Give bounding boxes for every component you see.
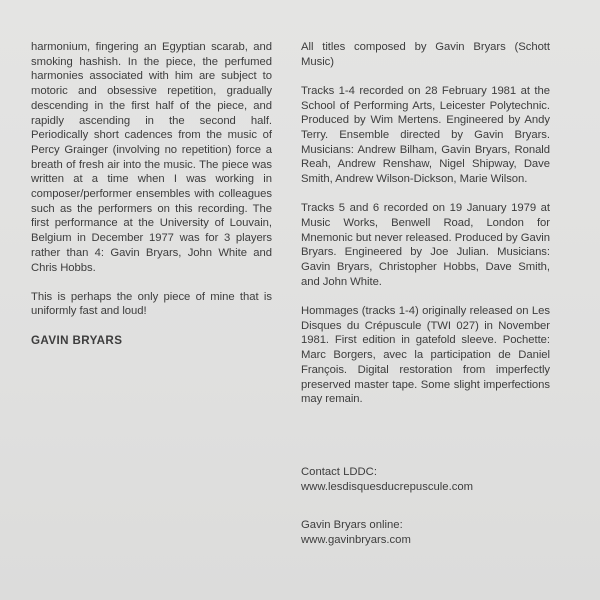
credits-tracks-1-4: Tracks 1-4 recorded on 28 February 1981 at the School of Performing Arts, Leicester Polytechnic. Produced by Wim Mertens. Engineered by Andy Terry. Ensemble directed by Gavin Bryars. Musicians: Andrew Bilham, Gavin Bryars, Ronald Reah, Andrew Renshaw, Nigel Shipway, Dave Smith, Andrew Wilson-Dickson, Marie Wilson. [301, 84, 550, 186]
left-column [31, 40, 272, 363]
contact-lddc-url[interactable]: www.lesdisquesducrepuscule.com [301, 480, 474, 493]
contact-gavin-label: Gavin Bryars online: [301, 519, 403, 531]
author-signature: GAVIN BRYARS [31, 333, 123, 347]
contact-gavin-url[interactable]: www.gavinbryars.com [301, 533, 411, 546]
right-column [301, 40, 550, 421]
credits-release-info: Hommages (tracks 1-4) originally released on Les Disques du Crépuscule (TWI 027) in November 1981. First edition in gatefold sleeve. Pochette: Marc Borgers, avec la participation de Daniel François. Digital restoration from imperfectly preserved master tape. Some slight imperfections may remain. [301, 305, 550, 406]
credits-composition: All titles composed by Gavin Bryars (Schott Music) [301, 41, 550, 68]
credits-tracks-5-6: Tracks 5 and 6 recorded on 19 January 1979 at Music Works, Benwell Road, London for Mnemonic but never released. Produced by Gavin Bryars. Engineered by Joe Julian. Musicians: Gavin Bryars, Christopher Hobbs, Dave Smith, and John White. [301, 202, 550, 288]
left-paragraph-1: harmonium, fingering an Egyptian scarab, and smoking hashish. In the piece, the perfumed harmonies associated with him are subject to motoric and obsessive repetition, gradually descending in the first half of the piece, and rapidly ascending in the second half. Periodically short cadences from the music of Percy Grainger (involving no repetition) force a breath of fresh air into the music. The piece was written at a time when I was working in composer/performer ensembles with colleagues such as the performers on this recording. The first performance at the University of Louvain, Belgium in December 1977 was for 3 players rather than 4: Gavin Bryars, John White and Chris Hobbs. [31, 41, 272, 274]
left-paragraph-2: This is perhaps the only piece of mine that is uniformly fast and loud! [31, 290, 272, 318]
contact-lddc-label: Contact LDDC: [301, 466, 377, 478]
contact-gavin [301, 518, 561, 547]
contact-lddc [301, 465, 561, 494]
